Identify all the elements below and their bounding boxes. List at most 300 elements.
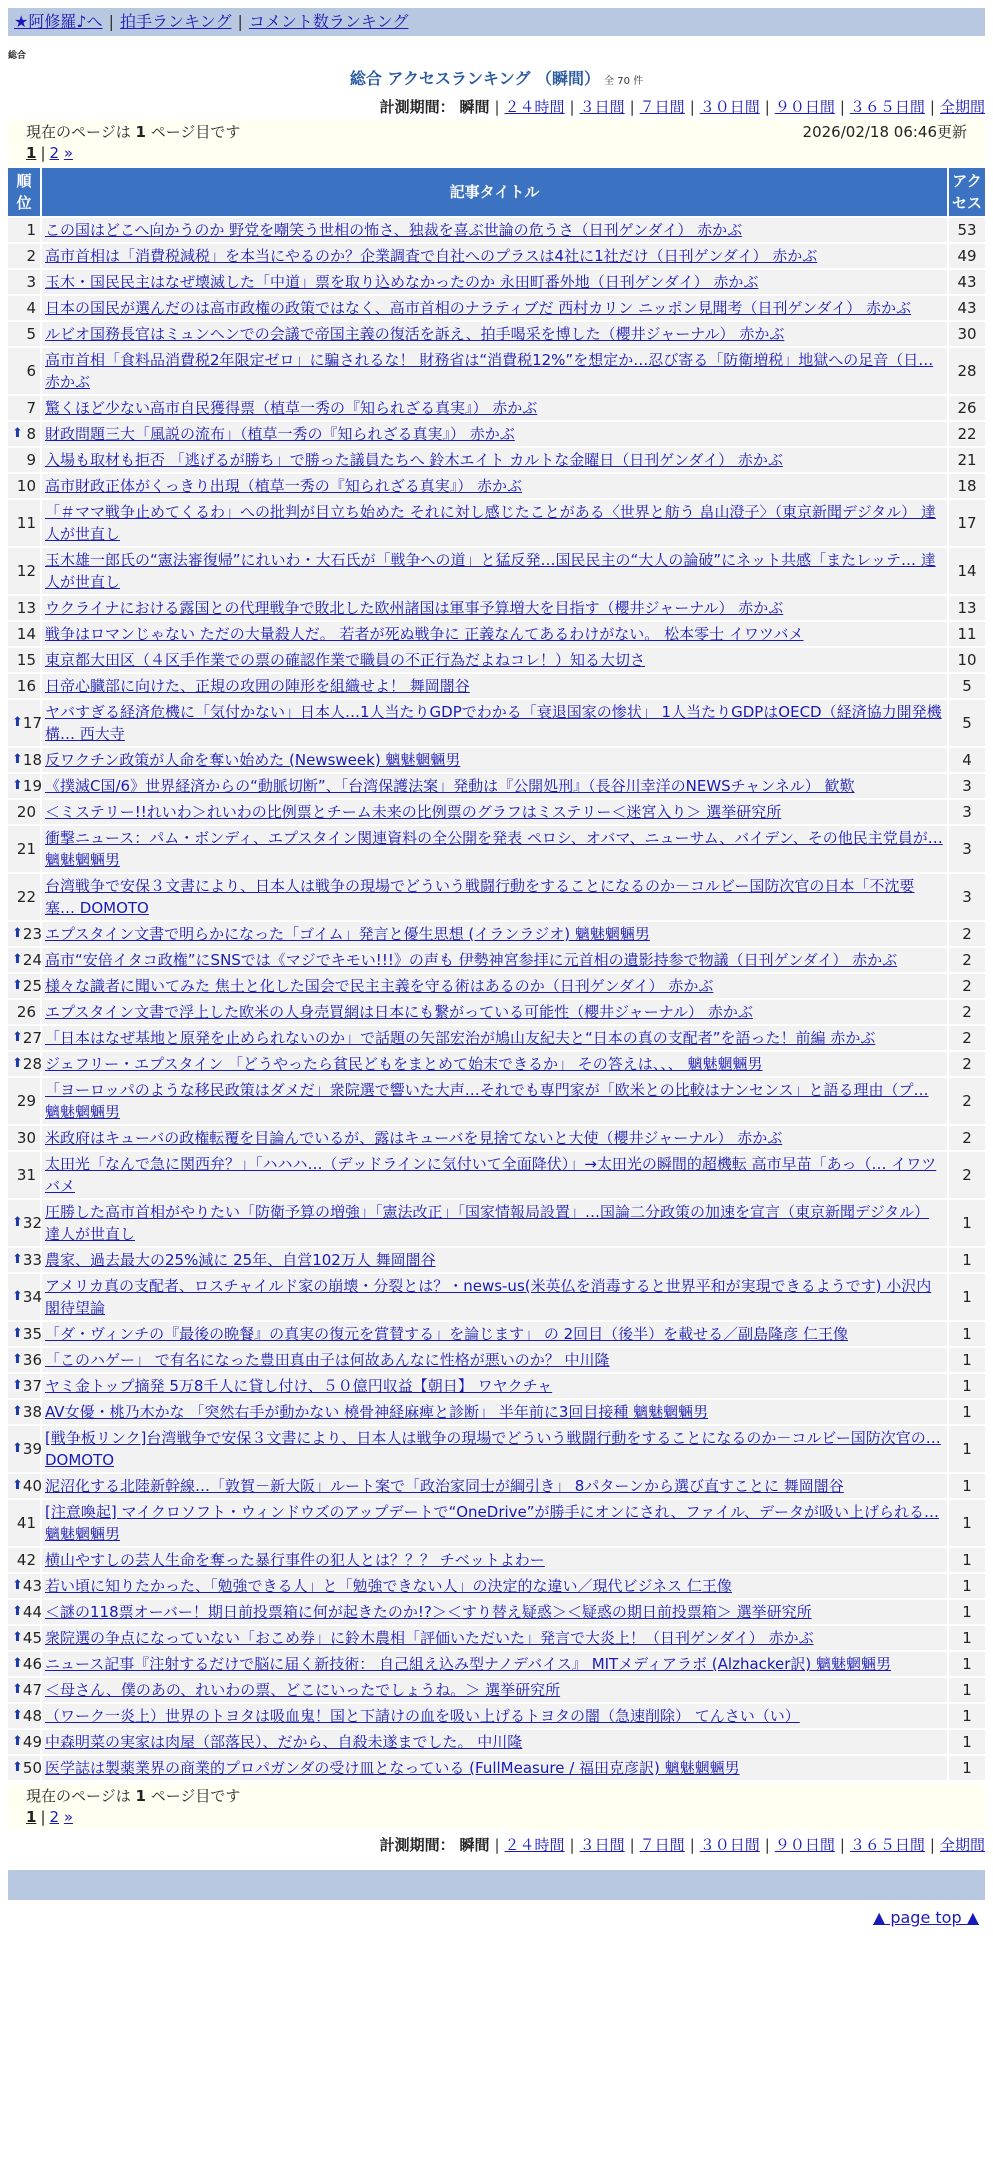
rank-up-arrow-icon: ⬆ [12, 1378, 23, 1393]
rank-cell [8, 1052, 40, 1076]
rank-cell [8, 1374, 40, 1398]
table-row [8, 622, 985, 646]
title-cell [42, 548, 947, 594]
table-row [8, 1678, 985, 1702]
rank-cell [8, 1548, 40, 1572]
access-count: 3 [949, 800, 985, 824]
title-cell [42, 244, 947, 268]
article-title-link[interactable]: ウクライナにおける露国との代理戦争で敗北した欧州諸国は軍事予算増大を目指す（櫻井ジャーナル） 赤かぶ [45, 599, 784, 617]
rank-cell [8, 448, 40, 472]
access-count: 49 [949, 244, 985, 268]
title-cell [42, 974, 947, 998]
article-title-link[interactable]: 「ヨーロッパのような移民政策はダメだ」衆院選で響いた大声…それでも専門家が「欧米との比較はナンセンス」と語る理由（プ… 魑魅魍魎男 [45, 1081, 929, 1121]
nav-link-clap-ranking[interactable]: 拍手ランキング [119, 12, 232, 31]
access-count: 1 [949, 1374, 985, 1398]
rank-number: 37 [22, 1377, 42, 1395]
rank-cell [8, 270, 40, 294]
rank-up-arrow-icon: ⬆ [12, 1682, 23, 1697]
title-cell [42, 1400, 947, 1424]
rank-cell [8, 748, 40, 772]
article-title-link[interactable]: ＜ミステリー!!れいわ＞れいわの比例票とチーム未来の比例票のグラフはミステリー＜迷宮入り＞ 選挙研究所 [45, 803, 782, 821]
title-cell [42, 774, 947, 798]
access-count: 17 [949, 500, 985, 546]
page-info-text-bottom: 現在のページは 1 ページ目です [26, 1787, 241, 1805]
title-cell [42, 322, 947, 346]
article-title-link[interactable]: エプスタイン文書で浮上した欧米の人身売買網は日本にも繋がっている可能性（櫻井ジャーナル） 赤かぶ [45, 1003, 753, 1021]
page-info-text: 現在のページは 1 ページ目です [26, 123, 241, 141]
rank-up-arrow-icon: ⬆ [12, 752, 23, 767]
article-title-link[interactable]: ヤミ金トップ摘発 5万8千人に貸し付け、５０億円収益【朝日】 ワヤクチャ [45, 1377, 553, 1395]
rank-number: 48 [22, 1707, 42, 1725]
title-cell [42, 1574, 947, 1598]
access-count: 5 [949, 700, 985, 746]
title-cell [42, 1374, 947, 1398]
article-title-link[interactable]: 「ダ・ヴィンチの『最後の晩餐』の真実の復元を賞賛する」を論じます」 の 2回目（後半）を載せる／副島隆彦 仁王像 [45, 1325, 848, 1343]
access-count: 43 [949, 270, 985, 294]
article-title-link[interactable]: 戦争はロマンじゃない ただの大量殺人だ。 若者が死ぬ戦争に 正義なんてあるわけがない。 松本零士 イワツバメ [45, 625, 804, 643]
title-cell [42, 1548, 947, 1572]
article-title-link[interactable]: 東京都大田区（４区手作業での票の確認作業で職員の不正行為だよねコレ！）知る大切さ [45, 651, 646, 669]
rank-number: 17 [22, 714, 42, 732]
rank-cell [8, 648, 40, 672]
article-title-link[interactable]: 入場も取材も拒否 「逃げるが勝ち」で勝った議員たちへ 鈴木エイト カルトな金曜日（日刊ゲンダイ） 赤かぶ [45, 451, 783, 469]
rank-number: 1 [26, 221, 36, 239]
article-title-link[interactable]: 医学誌は製薬業界の商業的プロパガンダの受け皿となっている (FullMeasure / 福田克彦訳) 魑魅魍魎男 [45, 1759, 740, 1777]
rank-number: 43 [22, 1577, 42, 1595]
rank-cell [8, 1200, 40, 1246]
article-title-link[interactable]: 台湾戦争で安保３文書により、日本人は戦争の現場でどういう戦闘行動をすることになるのか－コルビー国防次官の日本「不沈要塞… DOMOTO [45, 877, 915, 917]
rank-number: 14 [16, 625, 36, 643]
rank-cell [8, 800, 40, 824]
access-count: 30 [949, 322, 985, 346]
rank-up-arrow-icon: ⬆ [12, 715, 23, 730]
nav-separator: | [237, 12, 243, 31]
rank-cell [8, 1574, 40, 1598]
rank-number: 49 [22, 1733, 42, 1751]
rank-number: 25 [22, 977, 42, 995]
period-link-7d[interactable]: ７日間 [639, 98, 685, 116]
rank-number: 30 [16, 1129, 36, 1147]
header-access: アクセス [949, 168, 985, 216]
article-title-link[interactable]: 泥沼化する北陸新幹線…「敦賀－新大阪」ルート案で「政治家同士が綱引き」 8パターンから選び直すことに 舞岡闇谷 [45, 1477, 844, 1495]
access-count: 2 [949, 948, 985, 972]
rank-cell [8, 874, 40, 920]
article-title-link[interactable]: 中森明菜の実家は肉屋（部落民）、だから、自殺未遂までした。 中川隆 [45, 1733, 523, 1751]
rank-number: 24 [22, 951, 42, 969]
table-row [8, 700, 985, 746]
rank-cell [8, 396, 40, 420]
rank-number: 7 [26, 399, 36, 417]
rank-cell [8, 296, 40, 320]
rank-number: 4 [26, 299, 36, 317]
table-row [8, 1322, 985, 1346]
article-title-link[interactable]: 高市財政正体がくっきり出現（植草一秀の『知られざる真実』） 赤かぶ [45, 477, 522, 495]
rank-cell [8, 948, 40, 972]
title-cell [42, 1126, 947, 1150]
article-title-link[interactable]: 様々な識者に聞いてみた 焦土と化した国会で民主主義を守る術はあるのか（日刊ゲンダイ） 赤かぶ [45, 977, 714, 995]
title-cell [42, 1248, 947, 1272]
table-row [8, 1548, 985, 1572]
article-title-link[interactable]: ルビオ国務長官はミュンヘンでの会議で帝国主義の復活を訴え、拍手喝采を博した（櫻井ジャーナル） 赤かぶ [45, 325, 785, 343]
table-row [8, 1600, 985, 1624]
access-count: 2 [949, 1052, 985, 1076]
article-title-link[interactable]: 高市首相「食料品消費税2年限定ゼロ」に騙されるな！ 財務省は“消費税12%”を想定か…忍び寄る「防衛増税」地獄への足音（日… 赤かぶ [45, 351, 934, 391]
header-rank: 順位 [8, 168, 40, 216]
access-count: 1 [949, 1704, 985, 1728]
rank-cell [8, 348, 40, 394]
table-row [8, 1248, 985, 1272]
title-cell [42, 1500, 947, 1546]
access-count: 11 [949, 622, 985, 646]
table-row [8, 1152, 985, 1198]
table-row [8, 922, 985, 946]
rank-number: 2 [26, 247, 36, 265]
table-row [8, 1000, 985, 1024]
table-row [8, 1756, 985, 1780]
period-link-30d[interactable]: ３０日間 [699, 98, 760, 116]
rank-up-arrow-icon: ⬆ [12, 1734, 23, 1749]
article-title-link[interactable]: 衆院選の争点になっていない「おこめ券」に鈴木農相「評価いただいた」発言で大炎上！（日刊ゲンダイ） 赤かぶ [45, 1629, 814, 1647]
article-title-link[interactable]: AV女優・桃乃木かな 「突然右手が動かない 橈骨神経麻痺と診断」 半年前に3回目接種 魑魅魍魎男 [45, 1403, 709, 1421]
article-title-link[interactable]: 反ワクチン政策が人命を奪い始めた (Newsweek) 魑魅魍魎男 [45, 751, 461, 769]
period-link-365d-bottom[interactable]: ３６５日間 [849, 1836, 925, 1854]
article-title-link[interactable]: 玉木雄一郎氏の“憲法審復帰”にれいわ・大石氏が「戦争への道」と猛反発…国民民主の“大人の論破”にネット共感「またレッテ… 達人が世直し [45, 551, 936, 591]
access-count: 2 [949, 974, 985, 998]
rank-up-arrow-icon: ⬆ [12, 1441, 23, 1456]
footer-bar [8, 1870, 985, 1900]
rank-cell [8, 1756, 40, 1780]
title-cell [42, 1078, 947, 1124]
period-current-instant-bottom: 瞬間 [459, 1836, 490, 1854]
rank-number: 46 [22, 1655, 42, 1673]
title-cell [42, 270, 947, 294]
pager-current-page-bottom: 1 [26, 1808, 37, 1826]
rank-up-arrow-icon: ⬆ [12, 1478, 23, 1493]
rank-number: 44 [22, 1603, 42, 1621]
rank-cell [8, 922, 40, 946]
access-count: 21 [949, 448, 985, 472]
rank-up-arrow-icon: ⬆ [12, 978, 23, 993]
rank-number: 34 [22, 1288, 42, 1306]
access-count: 4 [949, 748, 985, 772]
ranking-table-body [8, 218, 985, 1780]
title-cell [42, 1704, 947, 1728]
period-label-bottom: 計測期間： [379, 1836, 455, 1854]
pager-next-link-bottom[interactable]: » [63, 1808, 74, 1826]
rank-number: 45 [22, 1629, 42, 1647]
article-title-link[interactable]: 《撲滅C国/6》世界経済からの“動脈切断”、「台湾保護法案」発動は『公開処刑』（長谷川幸洋のNEWSチャンネル） 歓歎 [45, 777, 855, 795]
period-link-all-bottom[interactable]: 全期間 [939, 1836, 985, 1854]
table-row [8, 1474, 985, 1498]
article-title-link[interactable]: ヤバすぎる経済危機に「気付かない」日本人…1人当たりGDPでわかる「衰退国家の惨状」 1人当たりGDPはOECD（経済協力開発機構… 西大寺 [45, 703, 942, 743]
rank-number: 35 [22, 1325, 42, 1343]
rank-up-arrow-icon: ⬆ [12, 1326, 23, 1341]
page-top-link[interactable]: ▲ page top ▲ [872, 1908, 979, 1927]
pager-link-page-2-bottom[interactable]: 2 [49, 1808, 60, 1826]
table-row [8, 1200, 985, 1246]
article-title-link[interactable]: 農家、過去最大の25%減に 25年、自営102万人 舞岡闇谷 [45, 1251, 436, 1269]
title-cell [42, 622, 947, 646]
title-cell [42, 674, 947, 698]
table-row [8, 500, 985, 546]
article-title-link[interactable]: 「日本はなぜ基地と原発を止められないのか」で話題の矢部宏治が鳩山友紀夫と“日本の真の支配者”を語った！前編 赤かぶ [45, 1029, 876, 1047]
table-row [8, 396, 985, 420]
table-row [8, 1426, 985, 1472]
title-cell [42, 422, 947, 446]
rank-cell [8, 1600, 40, 1624]
title-cell [42, 1322, 947, 1346]
nav-separator: | [108, 12, 114, 31]
article-title-link[interactable]: 日本の国民が選んだのは高市政権の政策ではなく、高市首相のナラティブだ 西村カリン ニッポン見聞考（日刊ゲンダイ） 赤かぶ [45, 299, 912, 317]
title-cell [42, 1626, 947, 1650]
rank-cell [8, 700, 40, 746]
article-title-link[interactable]: ニュース記事『注射するだけで脳に届く新技術： 自己組え込み型ナノデバイス』 MITメディアラボ (Alzhacker訳) 魑魅魍魎男 [45, 1655, 892, 1673]
period-link-365d[interactable]: ３６５日間 [849, 98, 925, 116]
table-row [8, 1126, 985, 1150]
ranking-title-text: 総合 アクセスランキング （瞬間） [349, 69, 601, 88]
period-link-90d[interactable]: ９０日間 [774, 98, 835, 116]
article-title-link[interactable]: アメリカ真の支配者、ロスチャイルド家の崩壊・分裂とは？・news-us(米英仏を消毒すると世界平和が実現できるようです) 小沢内閣待望論 [45, 1277, 932, 1317]
table-row [8, 1348, 985, 1372]
rank-number: 31 [16, 1166, 36, 1184]
title-cell [42, 500, 947, 546]
title-cell [42, 1274, 947, 1320]
article-title-link[interactable]: 圧勝した高市首相がやりたい「防衛予算の増強」「憲法改正」「国家情報局設置」…国論二分政策の加速を宣言（東京新聞デジタル） 達人が世直し [45, 1203, 930, 1243]
access-count: 10 [949, 648, 985, 672]
rank-up-arrow-icon: ⬆ [12, 1352, 23, 1367]
title-cell [42, 1652, 947, 1676]
rank-number: 8 [26, 425, 36, 443]
title-cell [42, 948, 947, 972]
article-title-link[interactable]: ＜謎の118票オーバー！期日前投票箱に何が起きたのか!?＞＜すり替え疑惑＞＜疑惑の期日前投票箱＞ 選挙研究所 [45, 1603, 812, 1621]
rank-number: 13 [16, 599, 36, 617]
rank-cell [8, 826, 40, 872]
access-count: 3 [949, 826, 985, 872]
period-link-24h-bottom[interactable]: ２４時間 [504, 1836, 565, 1854]
article-title-link[interactable]: 日帝心臓部に向けた、正規の攻囲の陣形を組織せよ！ 舞岡闇谷 [45, 677, 470, 695]
period-current-instant: 瞬間 [459, 98, 490, 116]
rank-cell [8, 1500, 40, 1546]
nav-link-asyura[interactable]: ★阿修羅♪へ [14, 12, 103, 31]
table-row [8, 1730, 985, 1754]
access-count: 53 [949, 218, 985, 242]
period-link-3d[interactable]: ３日間 [579, 98, 625, 116]
table-row [8, 1626, 985, 1650]
title-cell [42, 1730, 947, 1754]
pager-link-page-2[interactable]: 2 [49, 144, 60, 162]
article-title-link[interactable]: エプスタイン文書で明らかになった「ゴイム」発言と優生思想 (イランラジオ) 魑魅魍魎男 [45, 925, 650, 943]
access-count: 1 [949, 1426, 985, 1472]
table-row [8, 674, 985, 698]
access-count: 43 [949, 296, 985, 320]
article-title-link[interactable]: 米政府はキューバの政権転覆を目論んでいるが、露はキューバを見捨てないと大使（櫻井ジャーナル） 赤かぶ [45, 1129, 783, 1147]
rank-number: 38 [22, 1403, 42, 1421]
rank-cell [8, 1704, 40, 1728]
period-link-all[interactable]: 全期間 [939, 98, 985, 116]
table-row [8, 270, 985, 294]
rank-cell [8, 596, 40, 620]
rank-cell [8, 422, 40, 446]
title-cell [42, 1026, 947, 1050]
article-title-link[interactable]: （ワーク一炎上）世界のトヨタは吸血鬼！国と下請けの血を吸い上げるトヨタの闇（急速削除） てんさい（い） [45, 1707, 800, 1725]
ranking-table [6, 166, 987, 1782]
title-cell [42, 826, 947, 872]
access-count: 1 [949, 1678, 985, 1702]
title-cell [42, 1348, 947, 1372]
table-row [8, 596, 985, 620]
table-row [8, 648, 985, 672]
title-cell [42, 596, 947, 620]
table-row [8, 748, 985, 772]
title-cell [42, 348, 947, 394]
rank-up-arrow-icon: ⬆ [12, 1252, 23, 1267]
article-title-link[interactable]: この国はどこへ向かうのか 野党を嘲笑う世相の怖さ、独裁を喜ぶ世論の危うさ（日刊ゲンダイ） 赤かぶ [45, 221, 743, 239]
rank-cell [8, 974, 40, 998]
rank-cell [8, 500, 40, 546]
table-row [8, 1500, 985, 1546]
rank-cell [8, 1678, 40, 1702]
access-count: 13 [949, 596, 985, 620]
rank-number: 21 [16, 840, 36, 858]
rank-up-arrow-icon: ⬆ [12, 1760, 23, 1775]
ranking-title [0, 69, 993, 92]
rank-number: 23 [22, 925, 42, 943]
rank-up-arrow-icon: ⬆ [12, 1578, 23, 1593]
rank-number: 41 [16, 1514, 36, 1532]
rank-cell [8, 674, 40, 698]
period-link-3d-bottom[interactable]: ３日間 [579, 1836, 625, 1854]
access-count: 1 [949, 1500, 985, 1546]
title-cell [42, 1000, 947, 1024]
access-count: 5 [949, 674, 985, 698]
rank-number: 15 [16, 651, 36, 669]
article-title-link[interactable]: 高市首相は「消費税減税」を本当にやるのか？企業調査で自社へのプラスは4社に1社だけ（日刊ゲンダイ） 赤かぶ [45, 247, 818, 265]
period-link-24h[interactable]: ２４時間 [504, 98, 565, 116]
article-title-link[interactable]: ＜母さん、僕のあの、れいわの票、どこにいったでしょうね。＞ 選挙研究所 [45, 1681, 561, 1699]
article-title-link[interactable]: 玉木・国民民主はなぜ壊滅した「中道」票を取り込めなかったのか 永田町番外地（日刊ゲンダイ） 赤かぶ [45, 273, 759, 291]
rank-number: 6 [26, 362, 36, 380]
period-link-7d-bottom[interactable]: ７日間 [639, 1836, 685, 1854]
article-title-link[interactable]: 驚くほど少ない高市自民獲得票（植草一秀の『知られざる真実』） 赤かぶ [45, 399, 538, 417]
rank-cell [8, 1348, 40, 1372]
access-count: 22 [949, 422, 985, 446]
access-count: 1 [949, 1400, 985, 1424]
access-count: 2 [949, 1000, 985, 1024]
rank-cell [8, 1000, 40, 1024]
rank-number: 5 [26, 325, 36, 343]
access-count: 28 [949, 348, 985, 394]
title-cell [42, 1426, 947, 1472]
rank-cell [8, 1026, 40, 1050]
access-count: 3 [949, 874, 985, 920]
rank-number: 11 [16, 514, 36, 532]
rank-cell [8, 1152, 40, 1198]
rank-number: 9 [26, 451, 36, 469]
pager-bottom: 1 | 2 » [26, 1808, 74, 1826]
table-row [8, 296, 985, 320]
rank-cell [8, 622, 40, 646]
rank-number: 26 [16, 1003, 36, 1021]
access-count: 1 [949, 1548, 985, 1572]
title-cell [42, 1052, 947, 1076]
article-title-link[interactable]: [戦争板リンク]台湾戦争で安保３文書により、日本人は戦争の現場でどういう戦闘行動をすることになるのか－コルビー国防次官の… DOMOTO [45, 1429, 941, 1469]
nav-link-comment-ranking[interactable]: コメント数ランキング [248, 12, 409, 31]
rank-up-arrow-icon: ⬆ [12, 1030, 23, 1045]
article-title-link[interactable]: 太田光「なんで急に関西弁？」「ハハハ…（デッドラインに気付いて全面降伏）」→太田光の瞬間的超機転 高市早苗「あっ（… イワツバメ [45, 1155, 937, 1195]
table-row [8, 548, 985, 594]
rank-number: 3 [26, 273, 36, 291]
rank-cell [8, 1652, 40, 1676]
table-row [8, 218, 985, 242]
rank-up-arrow-icon: ⬆ [12, 926, 23, 941]
title-cell [42, 448, 947, 472]
article-title-link[interactable]: 横山やすしの芸人生命を奪った暴行事件の犯人とは？？？ チベットよわー [45, 1551, 545, 1569]
table-row [8, 948, 985, 972]
rank-number: 20 [16, 803, 36, 821]
table-row [8, 348, 985, 394]
title-cell [42, 218, 947, 242]
title-cell [42, 396, 947, 420]
rank-number: 36 [22, 1351, 42, 1369]
category-label: 総合 [8, 51, 27, 61]
table-row [8, 1400, 985, 1424]
article-title-link[interactable]: 「＃ママ戦争止めてくるわ」への批判が目立ち始めた それに対し感じたことがある〈世界と舫う 畠山澄子〉（東京新聞デジタル） 達人が世直し [45, 503, 936, 543]
access-count: 2 [949, 1078, 985, 1124]
rank-number: 40 [22, 1477, 42, 1495]
period-link-30d-bottom[interactable]: ３０日間 [699, 1836, 760, 1854]
rank-number: 29 [16, 1092, 36, 1110]
access-count: 1 [949, 1322, 985, 1346]
table-row [8, 1052, 985, 1076]
pager-top: 1 | 2 » [26, 144, 74, 162]
article-title-link[interactable]: 若い頃に知りたかった、「勉強できる人」と「勉強できない人」の決定的な違い／現代ビジネス 仁王像 [45, 1577, 732, 1595]
table-row [8, 1026, 985, 1050]
table-row [8, 1652, 985, 1676]
access-count: 1 [949, 1348, 985, 1372]
page-top-area [0, 1908, 979, 1927]
title-cell [42, 1756, 947, 1780]
rank-cell [8, 774, 40, 798]
rank-number: 42 [16, 1551, 36, 1569]
rank-cell [8, 1730, 40, 1754]
article-title-link[interactable]: ジェフリー・エプスタイン 「どうやったら貧民どもをまとめて始末できるか」 その答えは、、、 魑魅魍魎男 [45, 1055, 763, 1073]
article-title-link[interactable]: [注意喚起] マイクロソフト・ウィンドウズのアップデートで“OneDrive”が勝手にオンにされ、ファイル、データが吸い上げられる… 魑魅魍魎男 [45, 1503, 939, 1543]
article-title-link[interactable]: 財政問題三大「風説の流布」（植草一秀の『知られざる真実』） 赤かぶ [45, 425, 515, 443]
access-count: 3 [949, 774, 985, 798]
table-row [8, 422, 985, 446]
rank-number: 32 [22, 1214, 42, 1232]
rank-cell [8, 1426, 40, 1472]
period-link-90d-bottom[interactable]: ９０日間 [774, 1836, 835, 1854]
article-title-link[interactable]: 高市“安倍イタコ政権”にSNSでは《マジでキモい!!!》の声も 伊勢神宮参拝に元首相の遺影持参で物議（日刊ゲンダイ） 赤かぶ [45, 951, 898, 969]
article-title-link[interactable]: 「このハゲー」 で有名になった豊田真由子は何故あんなに性格が悪いのか？ 中川隆 [45, 1351, 610, 1369]
title-cell [42, 1678, 947, 1702]
title-cell [42, 748, 947, 772]
table-row [8, 244, 985, 268]
access-count: 1 [949, 1600, 985, 1624]
table-row [8, 1574, 985, 1598]
rank-up-arrow-icon: ⬆ [12, 952, 23, 967]
article-title-link[interactable]: 衝撃ニュース：パム・ボンディ、エプスタイン関連資料の全公開を発表 ペロシ、オバマ、ニューサム、バイデン、その他民主党員が… 魑魅魍魎男 [45, 829, 943, 869]
pager-next-link[interactable]: » [63, 144, 74, 162]
period-selector-top: 計測期間： 瞬間 | ２４時間 | ３日間 | ７日間 | ３０日間 | ９０日間 | ３６５日間 | 全期間 [379, 98, 985, 116]
rank-number: 22 [16, 888, 36, 906]
access-count: 2 [949, 922, 985, 946]
rank-cell [8, 1078, 40, 1124]
header-title: 記事タイトル [42, 168, 947, 216]
rank-up-arrow-icon: ⬆ [12, 1289, 23, 1304]
table-row [8, 874, 985, 920]
